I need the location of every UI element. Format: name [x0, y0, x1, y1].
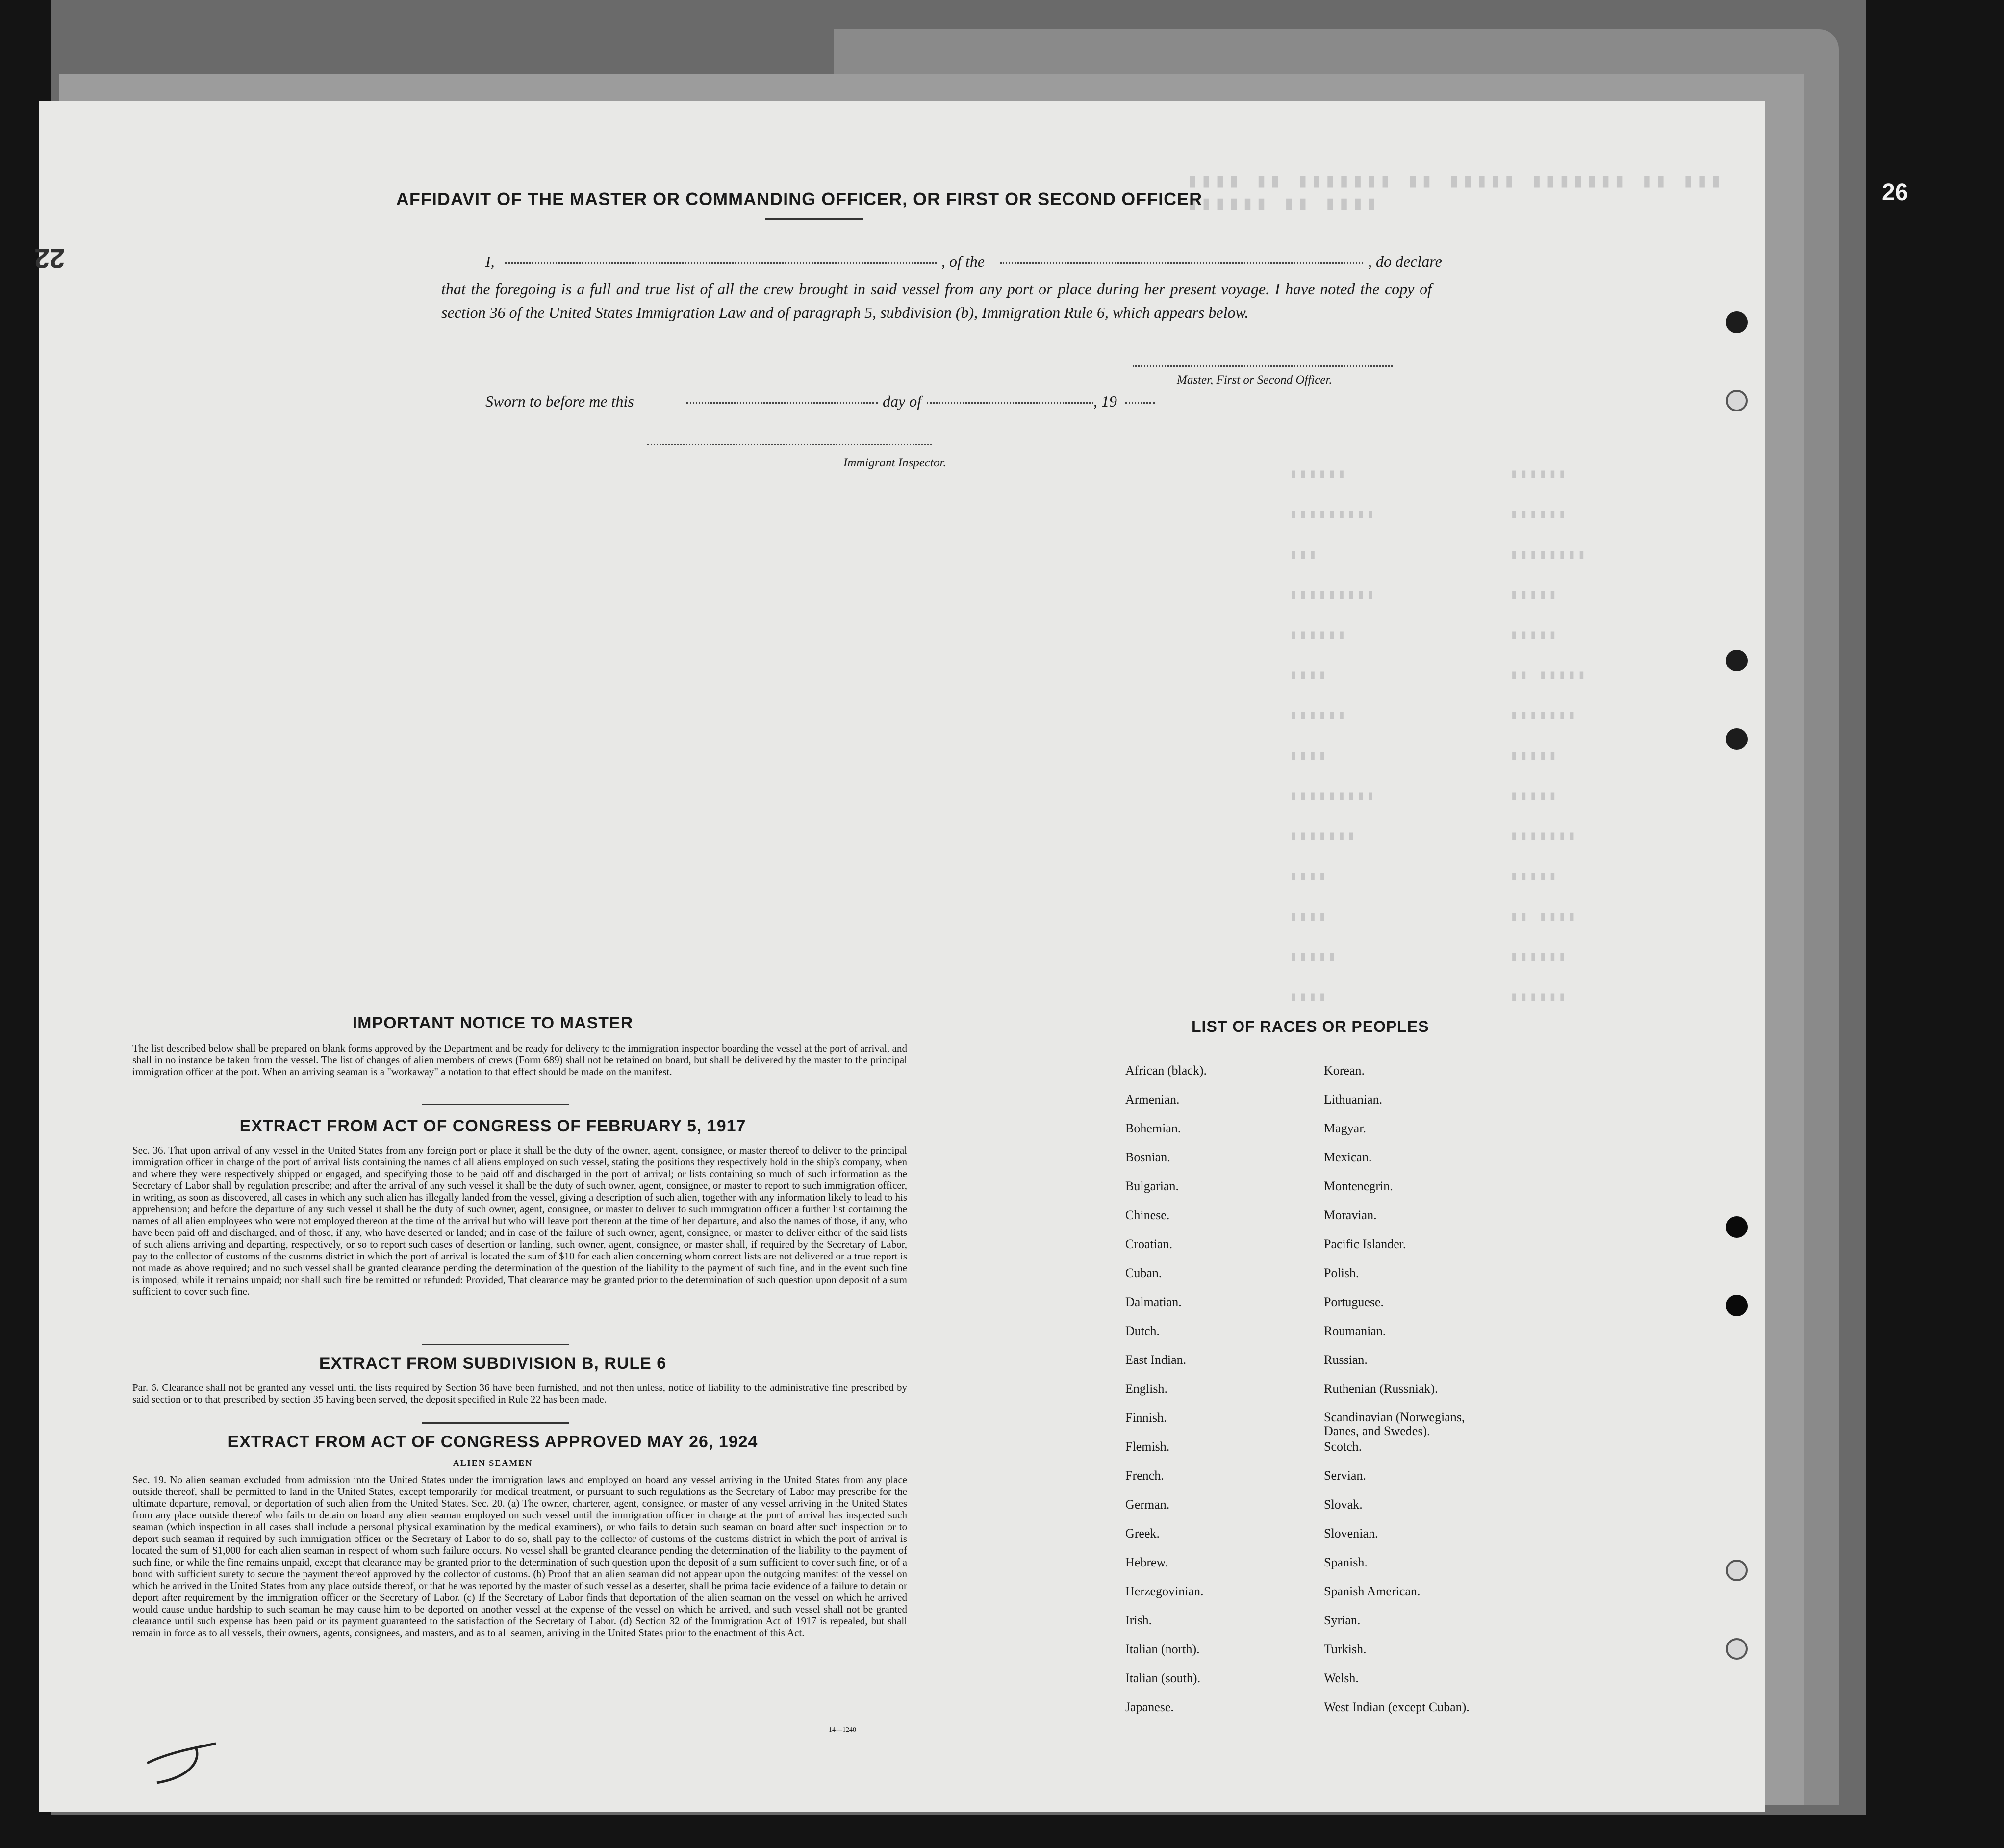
bleed-through-column: ▮▮▮▮▮▮ ▮▮▮▮▮▮ ▮▮▮▮▮▮▮▮ ▮▮▮▮▮ ▮▮▮▮▮ ▮▮ ▮▮▮▮▮ ▮▮▮▮▮▮▮ ▮▮▮▮▮ ▮▮▮▮▮ ▮▮▮▮▮▮▮ ▮▮▮▮▮ ▮▮ ▮▮▮▮ ▮▮▮▮▮▮ ▮▮▮▮▮▮ [1510, 466, 1588, 1004]
handwritten-mark [137, 1734, 235, 1793]
notice-body: The list described below shall be prepared on blank forms approved by the Department and be ready for delivery to the immigration inspector boarding the vessel at the port of arrival, and shall in no instance be taken from the vessel. The list of changes of alien members of crews (Form 689) shall not be retained on board, but shall be delivered by the master to the principal immigration officer at the port. When an arriving seaman is a "workaway" a notation to that effect should be made on the manifest. [132, 1042, 907, 1078]
page-number: 26 [1882, 180, 1908, 205]
punch-hole [1726, 1295, 1748, 1316]
race-right: Magyar. [1324, 1121, 1366, 1135]
inspector-signature-field[interactable] [647, 444, 932, 445]
master-signature-field[interactable] [1133, 365, 1393, 367]
race-right: Welsh. [1324, 1671, 1359, 1685]
sworn-text: Sworn to before me this [485, 392, 634, 410]
race-left: Chinese. [1125, 1208, 1170, 1222]
race-left: African (black). [1125, 1063, 1207, 1078]
manifest-page [34, 101, 1765, 1812]
race-right: Moravian. [1324, 1208, 1377, 1222]
race-right: Syrian. [1324, 1613, 1361, 1627]
race-left: French. [1125, 1468, 1164, 1483]
race-right: Montenegrin. [1324, 1179, 1393, 1193]
race-left: Flemish. [1125, 1439, 1170, 1454]
race-left: Bohemian. [1125, 1121, 1181, 1135]
rule6-title: EXTRACT FROM SUBDIVISION B, RULE 6 [319, 1354, 667, 1373]
race-left: Bosnian. [1125, 1150, 1170, 1164]
race-right: West Indian (except Cuban). [1324, 1700, 1470, 1714]
affidavit-of-the: , of the [941, 253, 985, 270]
race-right: Servian. [1324, 1468, 1366, 1483]
form-number: 14—1240 [829, 1726, 856, 1734]
races-title: LIST OF RACES OR PEOPLES [1192, 1018, 1429, 1035]
year-field[interactable] [1125, 402, 1155, 404]
affidavit-i: I, [485, 253, 495, 270]
race-left: Dalmatian. [1125, 1295, 1182, 1309]
rule6-rule [422, 1422, 569, 1424]
race-right: Lithuanian. [1324, 1092, 1383, 1106]
affidavit-title: AFFIDAVIT OF THE MASTER OR COMMANDING OFFICER, OR FIRST OR SECOND OFFICER [396, 189, 1203, 209]
race-right: Slovak. [1324, 1497, 1363, 1512]
race-right: Portuguese. [1324, 1295, 1384, 1309]
margin-number: 22 [34, 243, 65, 274]
race-left: Finnish. [1125, 1411, 1167, 1425]
race-right: Spanish. [1324, 1555, 1368, 1569]
race-left: Armenian. [1125, 1092, 1180, 1106]
extract1917-body: Sec. 36. That upon arrival of any vessel in the United States from any foreign port or place it shall be the duty of the owner, agent, consignee, or master thereof to deliver to the principal immigration officer in charge of the port of arrival lists containing the names of all aliens employed on such vessel, stating the positions they respectively hold in the ship's company, when and where they were respectively shipped or engaged, and specifying those to be paid off and discharged in the port of arrival; or lists containing so much of such information as the Secretary of Labor shall by regulation prescribe; and after the arrival of any such vessel it shall be the duty of such owner, agent, consignee, or master to report to such immigration officer, in writing, as soon as discovered, all cases in which any such alien has illegally landed from the vessel, giving a description of such alien, together with any information likely to lead to his apprehension; and before the departure of any such vessel it shall be the duty of such owner, agent, consignee, or master to deliver to such immigration officer a further list containing the names of all alien employees who were not employed thereon at the time of the arrival but who will leave port thereon at the time of her departure, and also the names of those, if any, who have been paid off and discharged, and of those, if any, who have deserted or landed; and in case of the failure of such owner, agent, consignee, or master to deliver either of the said lists of such aliens arriving and departing, respectively, or so to report such cases of desertion or landing, such owner, agent, consignee, or master shall, if required by the Secretary of Labor, pay to the collector of customs of the customs district in which the port of arrival is located the sum of $10 for each alien concerning whom correct lists are not delivered or a true report is not made as above required; and no such vessel shall be granted clearance pending the determination of the question of the liability to the payment of such fine, and in the event such fine is imposed, while it remains unpaid; nor shall such fine be remitted or refunded: Provided, That clearance may be granted prior to the determination of such question upon deposit of a sum sufficient to cover such fine. [132, 1144, 907, 1297]
race-right: Polish. [1324, 1266, 1359, 1280]
race-left: Italian (north). [1125, 1642, 1200, 1656]
race-left: Bulgarian. [1125, 1179, 1179, 1193]
race-right: Slovenian. [1324, 1526, 1378, 1540]
race-right: Turkish. [1324, 1642, 1367, 1656]
race-left: English. [1125, 1382, 1167, 1396]
race-left: Japanese. [1125, 1700, 1174, 1714]
race-right: Roumanian. [1324, 1324, 1386, 1338]
race-right: Scotch. [1324, 1439, 1362, 1454]
punch-hole [1726, 1638, 1748, 1660]
race-left: Greek. [1125, 1526, 1160, 1540]
race-left: Croatian. [1125, 1237, 1173, 1251]
extract1924-subtitle: ALIEN SEAMEN [453, 1458, 533, 1468]
extract1924-body: Sec. 19. No alien seaman excluded from admission into the United States under the immigration laws and employed on board any vessel arriving in the United States from any place outside thereof, shall be permitted to land in the United States, except temporarily for medical treatment, or pursuant to such regulations as the Secretary of Labor may prescribe for the ultimate departure, removal, or deportation of such alien from the United States. Sec. 20. (a) The owner, charterer, agent, consignee, or master of any vessel arriving in the United States from any place outside thereof who fails to detain on board any alien seaman employed on such vessel until the immigration officer in charge at the port of arrival has inspected such seaman (which inspection in all cases shall include a personal physical examination by the medical examiners), or who fails to detain such seaman on board after such inspection or to deport such seaman if required by such immigration officer or the Secretary of Labor to do so, shall pay to the collector of customs of the customs district in which the port of arrival is located the sum of $1,000 for each alien seaman in respect of whom such failure occurs. No vessel shall be granted clearance pending the determination of the liability to the payment of such fine, or while the fine remains unpaid, except that clearance may be granted prior to the determination of such question upon the deposit of a sum sufficient to cover such fine, or of a bond with sufficient surety to secure the payment thereof approved by the collector of customs. (b) Proof that an alien seaman did not appear upon the outgoing manifest of the vessel on which he arrived in the United States from any place outside thereof, or that he was reported by the master of such vessel as a deserter, shall be prima facie evidence of a failure to detain or deport after requirement by the immigration officer or the Secretary of Labor. (c) If the Secretary of Labor finds that deportation of the alien seaman on the vessel on which he arrived would cause undue hardship to such seaman he may cause him to be deported on another vessel at the expense of the vessel on which he arrived, and such vessel shall not be granted clearance until such expense has been paid or its payment guaranteed to the satisfaction of the Secretary of Labor. (d) Section 32 of the Immigration Act of 1917 is repealed, but shall remain in force as to all vessels, their owners, agents, consignees, and masters, and as to all seamen, arriving in the United States prior to the enactment of this Act. [132, 1474, 907, 1639]
affidavit-body: that the foregoing is a full and true list of all the crew brought in said vessel from any port or place during her present voyage. I have noted the copy of section 36 of the United States Immigration Law and of paragraph 5, subdivision (b), Immigration Rule 6, which appears below. [441, 280, 1432, 321]
race-left: German. [1125, 1497, 1170, 1512]
race-left: Herzegovinian. [1125, 1584, 1204, 1598]
race-right: Scandinavian (Norwegians, Danes, and Swedes). [1324, 1410, 1465, 1438]
race-left: Cuban. [1125, 1266, 1162, 1280]
rule6-body: Par. 6. Clearance shall not be granted any vessel until the lists required by Section 36 have been furnished, and not then unless, notice of liability to the administrative fine prescribed by said section or to that prescribed by section 35 having been served, the deposit specified in Rule 22 has been made. [132, 1382, 907, 1405]
race-left: Dutch. [1125, 1324, 1160, 1338]
title-rule [765, 218, 863, 220]
day-of-text: day of [883, 392, 922, 410]
race-left: Italian (south). [1125, 1671, 1201, 1685]
bleed-through-header: ▮▮▮▮ ▮▮ ▮▮▮▮▮▮▮ ▮▮ ▮▮▮▮▮ ▮▮▮▮▮▮▮ ▮▮ ▮▮▮ ▮▮▮▮▮▮ ▮▮ ▮▮▮▮ [1187, 169, 1724, 214]
race-right: Korean. [1324, 1063, 1365, 1078]
master-label: Master, First or Second Officer. [1177, 373, 1332, 386]
punch-hole [1726, 1216, 1748, 1238]
day-field[interactable] [686, 402, 878, 404]
vessel-field[interactable] [1000, 262, 1363, 264]
race-left: Irish. [1125, 1613, 1152, 1627]
race-left: Hebrew. [1125, 1555, 1168, 1569]
month-field[interactable] [927, 402, 1093, 404]
affidavit-declare: , do declare [1368, 253, 1442, 270]
race-right: Russian. [1324, 1353, 1368, 1367]
race-right: Pacific Islander. [1324, 1237, 1406, 1251]
notice-rule [422, 1104, 569, 1105]
punch-hole [1726, 390, 1748, 411]
extract1917-rule [422, 1344, 569, 1345]
name-field[interactable] [505, 262, 937, 264]
year-text: , 19 [1093, 392, 1117, 410]
inspector-label: Immigrant Inspector. [843, 456, 946, 469]
punch-hole [1726, 1560, 1748, 1581]
race-left: East Indian. [1125, 1353, 1187, 1367]
notice-title: IMPORTANT NOTICE TO MASTER [352, 1014, 634, 1032]
punch-hole [1726, 311, 1748, 333]
punch-hole [1726, 728, 1748, 750]
punch-hole [1726, 650, 1748, 671]
race-right: Spanish American. [1324, 1584, 1421, 1598]
extract1924-title: EXTRACT FROM ACT OF CONGRESS APPROVED MAY 26, 1924 [228, 1433, 758, 1451]
bleed-through-column-2: ▮▮▮▮▮▮ ▮▮▮▮▮▮▮▮▮ ▮▮▮ ▮▮▮▮▮▮▮▮▮ ▮▮▮▮▮▮ ▮▮▮▮ ▮▮▮▮▮▮ ▮▮▮▮ ▮▮▮▮▮▮▮▮▮ ▮▮▮▮▮▮▮ ▮▮▮▮ ▮▮▮▮ ▮▮▮▮▮ ▮▮▮▮ [1290, 466, 1376, 1004]
race-right: Ruthenian (Russniak). [1324, 1382, 1438, 1396]
race-right: Mexican. [1324, 1150, 1372, 1164]
extract1917-title: EXTRACT FROM ACT OF CONGRESS OF FEBRUARY 5, 1917 [239, 1117, 746, 1135]
